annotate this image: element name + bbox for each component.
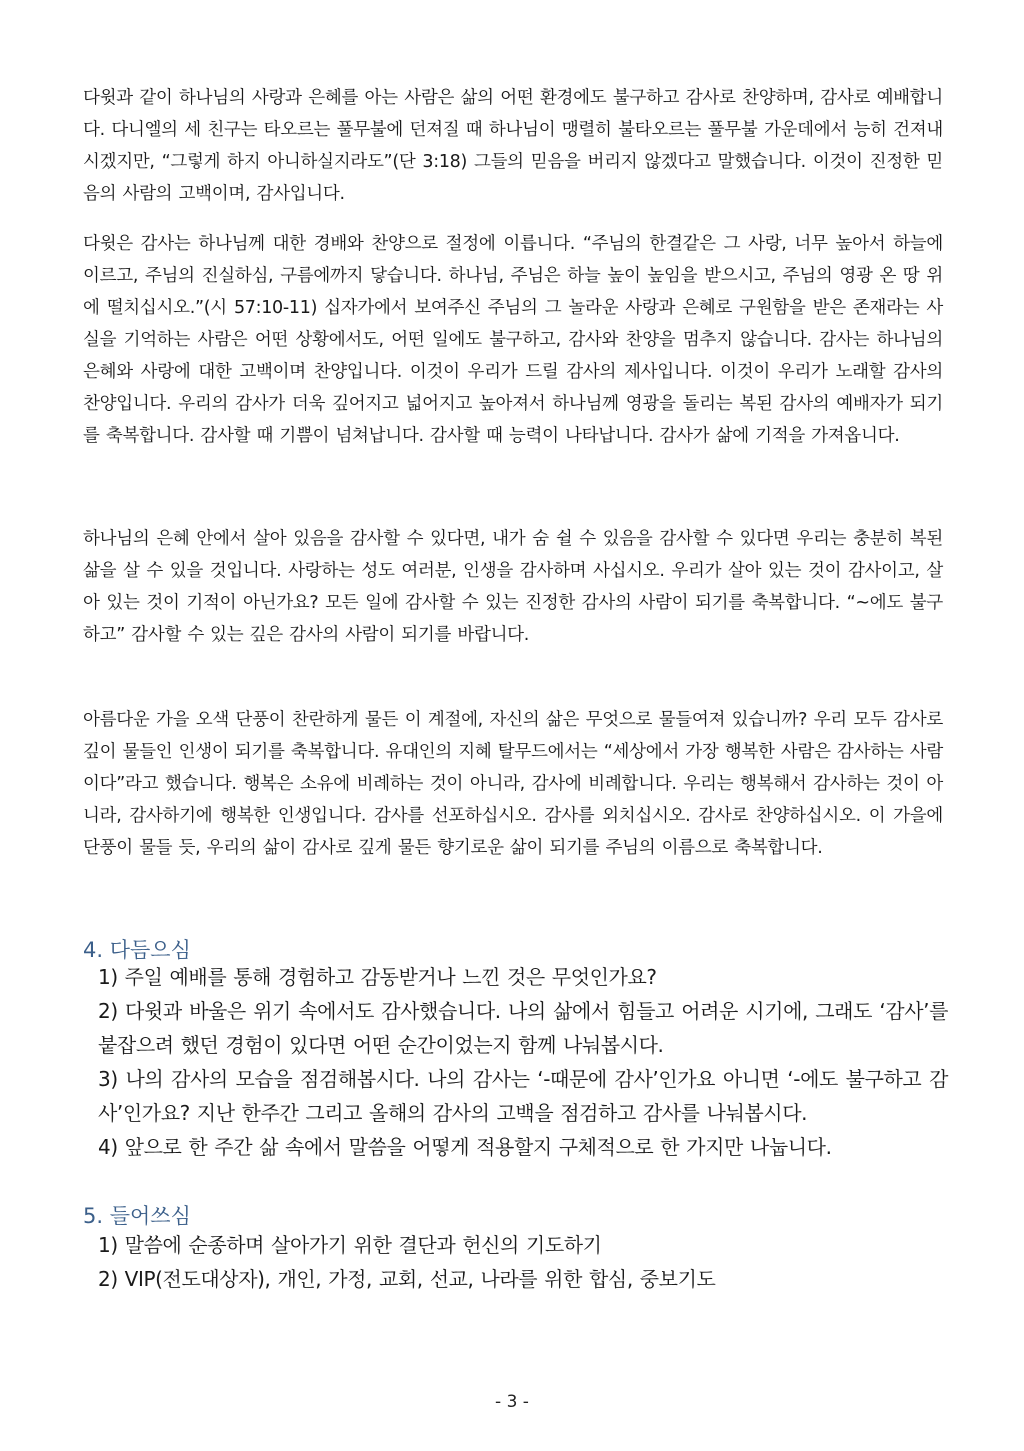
body-paragraph: 아름다운 가을 오색 단풍이 찬란하게 물든 이 계절에, 자신의 삶은 무엇으로 물들여져 있습니까? 우리 모두 감사로 깊이 물들인 인생이 되기를 축복합니다. 유대인의 지혜 탈무드에서는 “세상에서 가장 행복한 사람은 감사하는 사람이다”라고 했습니다. 행복은 소유에 비례하는 것이 아니라, 감사에 비례합니다. 우리는 행복해서 감사하는 것이 아니라, 감사하기에 행복한 인생입니다. 감사를 선포하십시오. 감사를 외치십시오. 감사로 찬양하십시오. 이 가을에 단풍이 물들 듯, 우리의 삶이 감사로 깊게 물든 향기로운 삶이 되기를 주님의 이름으로 축복합니다. (83, 710, 943, 858)
list-item: 2) VIP(전도대상자), 개인, 가정, 교회, 선교, 나라를 위한 합심, 중보기도 (98, 1267, 716, 1291)
list-item: 2) 다윗과 바울은 위기 속에서도 감사했습니다. 나의 삶에서 힘들고 어려운 시기에, 그래도 ‘감사’를 붙잡으려 했던 경험이 있다면 어떤 순간이었는지 함께 나눠봅시다. (98, 999, 948, 1057)
body-paragraph: 다윗은 감사는 하나님께 대한 경배와 찬양으로 절정에 이릅니다. “주님의 한결같은 그 사랑, 너무 높아서 하늘에 이르고, 주님의 진실하심, 구름에까지 닿습니다. 하나님, 주님은 하늘 높이 높임을 받으시고, 주님의 영광 온 땅 위에 떨치십시오.”(시 57:10-11) 십자가에서 보여주신 주님의 그 놀라운 사랑과 은혜로 구원함을 받은 존재라는 사실을 기억하는 사람은 어떤 상황에서도, 어떤 일에도 불구하고, 감사와 찬양을 멈추지 않습니다. 감사는 하나님의 은혜와 사랑에 대한 고백이며 찬양입니다. 이것이 우리가 드릴 감사의 제사입니다. 이것이 우리가 노래할 감사의 찬양입니다. 우리의 감사가 더욱 깊어지고 넓어지고 높아져서 하나님께 영광을 돌리는 복된 감사의 예배자가 되기를 축복합니다. 감사할 때 기쁨이 넘쳐납니다. 감사할 때 능력이 나타납니다. 감사가 삶에 기적을 가져옵니다. (83, 234, 943, 446)
question-list (98, 960, 948, 1164)
list-item: 4) 앞으로 한 주간 삶 속에서 말씀을 어떻게 적용할지 구체적으로 한 가지만 나눕니다. (98, 1135, 832, 1159)
page-number: - 3 - (495, 1392, 529, 1412)
list-item: 1) 주일 예배를 통해 경험하고 감동받거나 느낀 것은 무엇인가요? (98, 965, 657, 989)
body-paragraph: 하나님의 은혜 안에서 살아 있음을 감사할 수 있다면, 내가 숨 쉴 수 있음을 감사할 수 있다면 우리는 충분히 복된 삶을 살 수 있을 것입니다. 사랑하는 성도 여러분, 인생을 감사하며 사십시오. 우리가 살아 있는 것이 감사이고, 살아 있는 것이 기적이 아닌가요? 모든 일에 감사할 수 있는 진정한 감사의 사람이 되기를 축복합니다. “~에도 불구하고” 감사할 수 있는 깊은 감사의 사람이 되기를 바랍니다. (83, 529, 943, 645)
section-heading: 5. 들어쓰심 (83, 1204, 191, 1228)
prayer-list (98, 1228, 948, 1296)
list-item: 1) 말씀에 순종하며 살아가기 위한 결단과 헌신의 기도하기 (98, 1233, 602, 1257)
section-heading: 4. 다듬으심 (83, 938, 191, 962)
body-paragraph: 다윗과 같이 하나님의 사랑과 은혜를 아는 사람은 삶의 어떤 환경에도 불구하고 감사로 찬양하며, 감사로 예배합니다. 다니엘의 세 친구는 타오르는 풀무불에 던져질 때 하나님이 맹렬히 불타오르는 풀무불 가운데에서 능히 건져내시겠지만, “그렇게 하지 아니하실지라도”(단 3:18) 그들의 믿음을 버리지 않겠다고 말했습니다. 이것이 진정한 믿음의 사람의 고백이며, 감사입니다. (83, 88, 943, 204)
list-item: 3) 나의 감사의 모습을 점검해봅시다. 나의 감사는 ‘-때문에 감사’인가요 아니면 ‘-에도 불구하고 감사’인가요? 지난 한주간 그리고 올해의 감사의 고백을 점검하고 감사를 나눠봅시다. (98, 1067, 948, 1125)
